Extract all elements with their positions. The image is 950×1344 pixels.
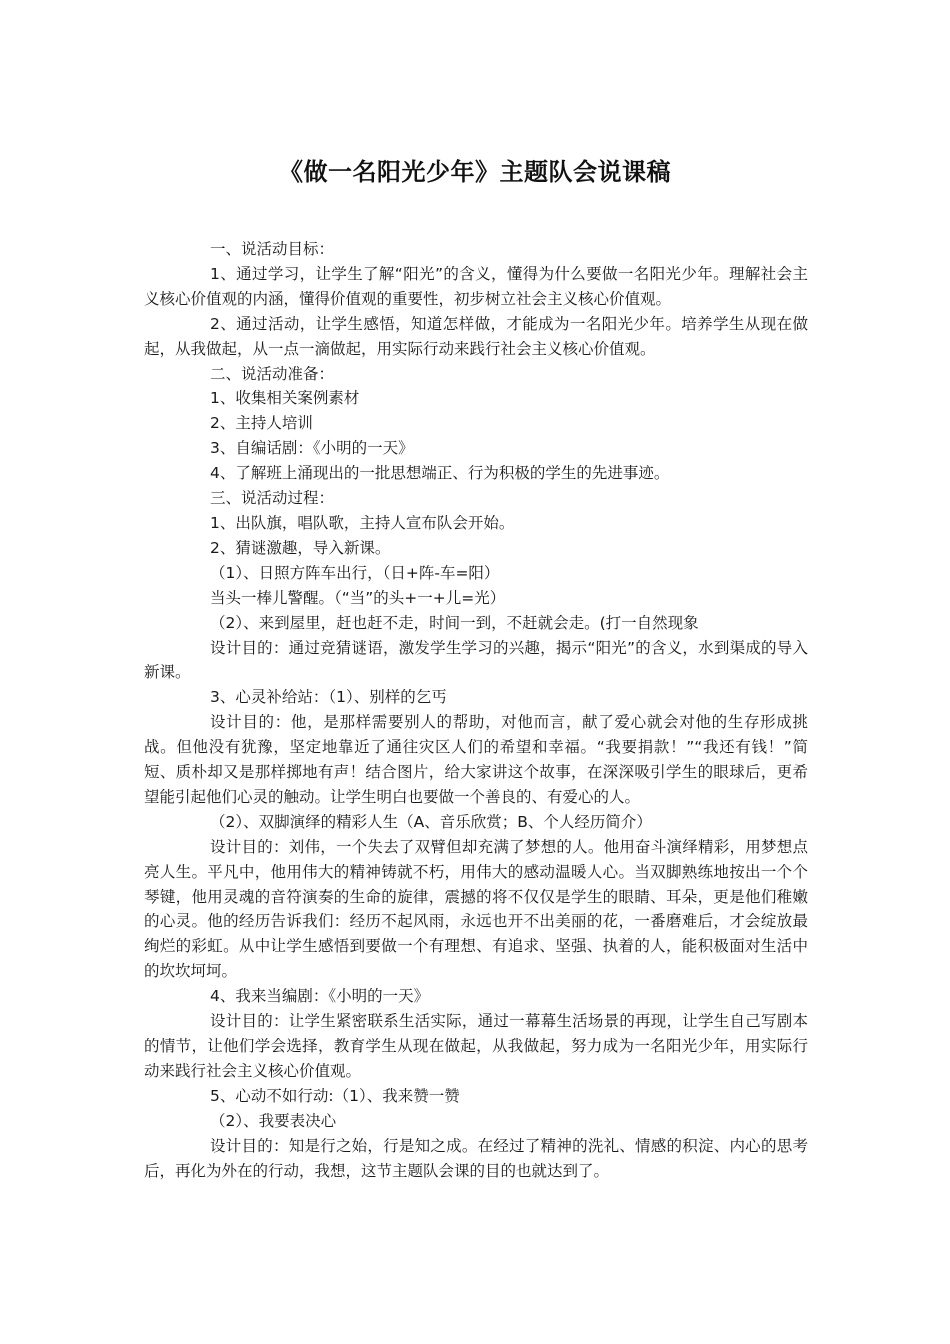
design-purpose-action: 设计目的：知是行之始，行是知之成。在经过了精神的洗礼、情感的积淀、内心的思考后，再化为外在的行动，我想，这节主题队会课的目的也就达到了。	[144, 1136, 808, 1180]
document-title: 《做一名阳光少年》主题队会说课稿	[279, 158, 671, 186]
preparation-item-3: 3、自编话剧：《小明的一天》	[210, 439, 414, 458]
process-step-2: 2、猜谜激趣，导入新课。	[210, 538, 391, 557]
preparation-item-4: 4、了解班上涌现出的一批思想端正、行为积极的学生的先进事迹。	[210, 464, 670, 483]
section-heading-goals: 一、说活动目标：	[210, 240, 335, 258]
design-purpose-beggar: 设计目的：他，是那样需要别人的帮助，对他而言，献了爱心就会对他的生存形成挑战。但他没有犹豫，坚定地靠近了通往灾区人们的希望和幸福。“我要捐款！”“我还有钱！”简短、质朴却又是那样掷地有声！结合图片，给大家讲这个故事，在深深吸引学生的眼球后，更希望能引起他们心灵的触动。让学生明白也要做一个善良的、有爱心的人。	[144, 713, 808, 806]
process-step-3: 3、心灵补给站：（1）、别样的乞丐	[210, 688, 447, 707]
process-step-4: 4、我来当编剧：《小明的一天》	[210, 987, 430, 1006]
process-step-1: 1、出队旗，唱队歌，主持人宣布队会开始。	[210, 513, 515, 532]
design-purpose-play: 设计目的：让学生紧密联系生活实际，通过一幕幕生活场景的再现，让学生自己写剧本的情节，让他们学会选择，教育学生从现在做起，从我做起，努力成为一名阳光少年，用实际行动来践行社会主义核心价值观。	[144, 1012, 808, 1080]
preparation-item-1: 1、收集相关案例素材	[210, 389, 360, 408]
section-heading-preparation: 二、说活动准备：	[210, 364, 335, 383]
design-purpose-riddles: 设计目的：通过竞猜谜语，激发学生学习的兴趣，揭示“阳光”的含义，水到渠成的导入新课。	[144, 638, 808, 682]
sub-step-resolve: （2）、我要表决心	[210, 1111, 337, 1130]
section-heading-process: 三、说活动过程：	[210, 489, 335, 508]
riddle-1: （1）、日照方阵车出行，（日+阵-车=阳）	[210, 563, 500, 582]
goal-item-1: 1、通过学习，让学生了解“阳光”的含义，懂得为什么要做一名阳光少年。理解社会主义核心价值观的内涵，懂得价值观的重要性，初步树立社会主义核心价值观。	[144, 264, 808, 308]
goal-item-2: 2、通过活动，让学生感悟，知道怎样做，才能成为一名阳光少年。培养学生从现在做起，从我做起，从一点一滴做起，用实际行动来践行社会主义核心价值观。	[144, 314, 808, 358]
process-step-5: 5、心动不如行动:（1）、我来赞一赞	[210, 1086, 460, 1105]
riddle-1-line-2: 当头一棒儿警醒。（“当”的头+一+儿=光）	[210, 588, 506, 607]
document-body	[144, 237, 808, 1183]
design-purpose-liuwei: 设计目的：刘伟，一个失去了双臂但却充满了梦想的人。他用奋斗演绎精彩，用梦想点亮人生。平凡中，他用伟大的精神铸就不朽，用伟大的感动温暖人心。当双脚熟练地按出一个个琴键，他用灵魂的音符演奏的生命的旋律，震撼的将不仅仅是学生的眼睛、耳朵，更是他们稚嫩的心灵。他的经历告诉我们：经历不起风雨，永远也开不出美丽的花，一番磨难后，才会绽放最绚烂的彩虹。从中让学生感悟到要做一个有理想、有追求、坚强、执着的人，能积极面对生活中的坎坎坷坷。	[144, 837, 808, 981]
riddle-2: （2）、来到屋里，赶也赶不走，时间一到，不赶就会走。(打一自然现象	[210, 613, 699, 632]
preparation-item-2: 2、主持人培训	[210, 414, 313, 433]
sub-step-feet: （2）、双脚演绎的精彩人生（A、音乐欣赏；B、个人经历简介）	[210, 812, 652, 831]
